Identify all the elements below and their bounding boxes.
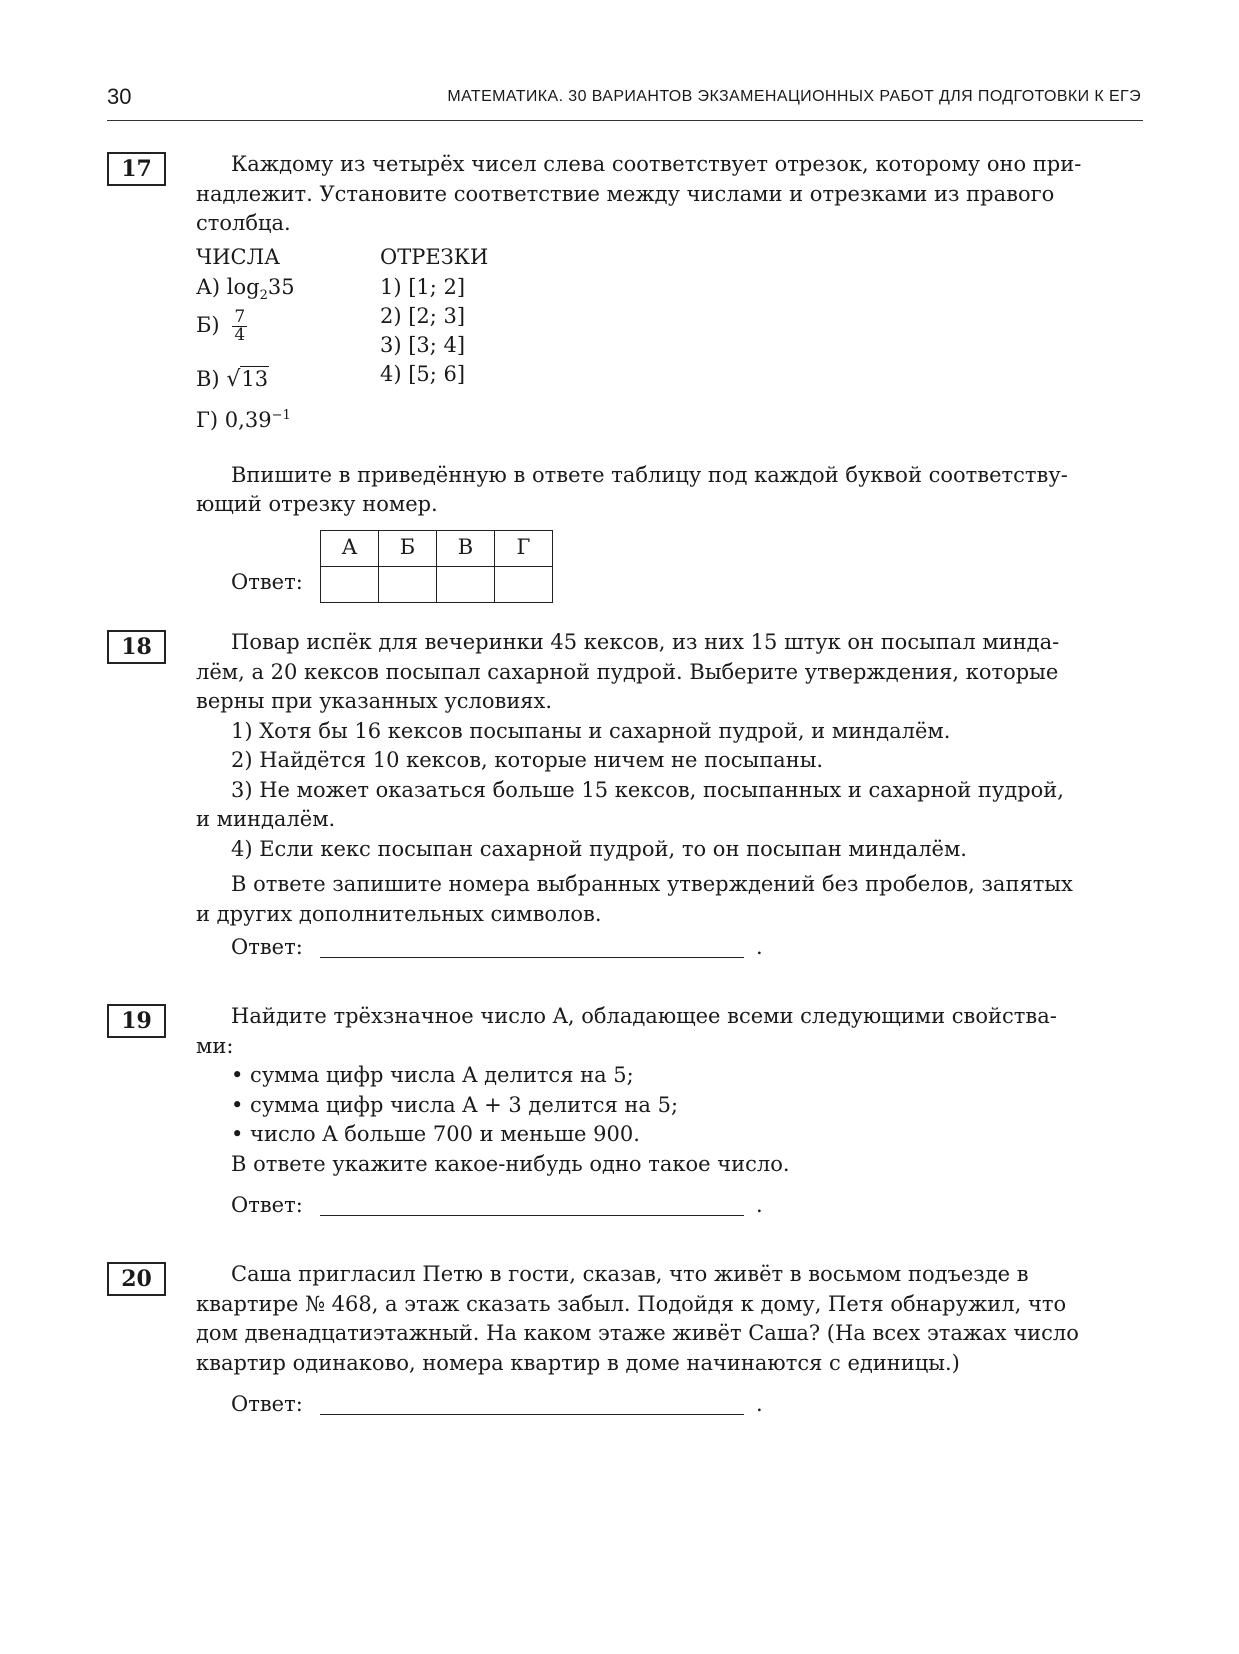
answer-table bbox=[320, 530, 553, 603]
segments-header: ОТРЕЗКИ bbox=[380, 244, 489, 269]
task-text-line: столбца. bbox=[196, 211, 291, 235]
number-item-v bbox=[196, 365, 269, 395]
segment-item: 2) [2; 3] bbox=[380, 303, 466, 328]
page-header bbox=[107, 78, 1143, 121]
fraction bbox=[232, 306, 247, 345]
property-bullet: • число A больше 700 и меньше 900. bbox=[231, 1122, 640, 1146]
task-text-line: ющий отрезку номер. bbox=[196, 492, 438, 516]
task-text-line: Повар испёк для вечеринки 45 кексов, из них 15 штук он посыпал минда- bbox=[231, 630, 1060, 654]
number-item-a bbox=[196, 273, 295, 311]
table-header-cell: А bbox=[321, 530, 379, 566]
answer-line bbox=[196, 933, 1143, 965]
task-text-line: верны при указанных условиях. bbox=[196, 689, 553, 713]
task-text-line: надлежит. Установите соответствие между числами и отрезками из правого bbox=[196, 181, 1055, 206]
task-text-line: Найдите трёхзначное число A, обладающее всеми следующими свойства- bbox=[231, 1004, 1057, 1028]
task-body bbox=[196, 1260, 1143, 1422]
task-19 bbox=[107, 1002, 1143, 1222]
answer-period: . bbox=[756, 1193, 763, 1217]
number-item-b bbox=[196, 306, 247, 345]
table-header-cell: Г bbox=[495, 530, 553, 566]
task-number-box: 18 bbox=[107, 630, 166, 664]
task-number-box: 20 bbox=[107, 1262, 166, 1296]
task-text-line: ми: bbox=[196, 1033, 234, 1058]
task-text-line: лём, а 20 кексов посыпал сахарной пудрой. Выберите утверждения, которые bbox=[196, 659, 1059, 684]
task-text-line: Впишите в приведённую в ответе таблицу под каждой буквой соответству- bbox=[231, 462, 1068, 487]
task-text-line: В ответе запишите номера выбранных утверждений без пробелов, запятых bbox=[231, 872, 1073, 896]
task-text-line: Саша пригласил Петю в гости, сказав, что живёт в восьмом подъезде в bbox=[231, 1262, 1029, 1286]
task-body bbox=[196, 150, 1143, 609]
item-label: В) bbox=[196, 366, 220, 391]
item-label: А) bbox=[196, 274, 221, 299]
answer-input-line[interactable] bbox=[320, 1215, 744, 1216]
statement-option-continued: и миндалём. bbox=[196, 807, 336, 831]
segment-item: 3) [3; 4] bbox=[380, 332, 466, 357]
item-label: Б) bbox=[196, 312, 220, 337]
matching-columns bbox=[196, 243, 1143, 443]
task-text-line: дом двенадцатиэтажный. На каком этаже живёт Саша? (На всех этажах число bbox=[196, 1321, 1079, 1345]
task-text-line: Каждому из четырёх чисел слева соответствует отрезок, которому оно при- bbox=[231, 152, 1082, 176]
property-bullet: • сумма цифр числа A + 3 делится на 5; bbox=[231, 1092, 679, 1117]
task-text-line: В ответе укажите какое-нибудь одно такое число. bbox=[231, 1151, 790, 1176]
numbers-header: ЧИСЛА bbox=[196, 244, 281, 269]
statement-option: 2) Найдётся 10 кексов, которые ничем не посыпаны. bbox=[231, 748, 824, 772]
item-label: Г) bbox=[196, 407, 219, 432]
answer-label: Ответ: bbox=[231, 1193, 303, 1217]
answer-label: Ответ: bbox=[231, 569, 303, 594]
task-20 bbox=[107, 1260, 1143, 1430]
task-number-box: 17 bbox=[107, 152, 166, 186]
statement-option: 4) Если кекс посыпан сахарной пудрой, то он посыпан миндалём. bbox=[231, 836, 967, 861]
answer-input-line[interactable] bbox=[320, 1414, 744, 1415]
segment-item: 1) [1; 2] bbox=[380, 274, 466, 299]
answer-cell[interactable] bbox=[437, 566, 495, 602]
number-item-g bbox=[196, 401, 291, 436]
task-text-line: квартире № 468, а этаж сказать забыл. Подойдя к дому, Петя обнаружил, что bbox=[196, 1291, 1067, 1316]
task-body bbox=[196, 1002, 1143, 1223]
power-base: 0,39 bbox=[224, 407, 272, 432]
answer-cell[interactable] bbox=[321, 566, 379, 602]
task-17 bbox=[107, 150, 1143, 610]
statement-option: 3) Не может оказаться больше 15 кексов, посыпанных и сахарной пудрой, bbox=[231, 777, 1064, 802]
answer-line bbox=[196, 1191, 1143, 1223]
property-bullet: • сумма цифр числа A делится на 5; bbox=[231, 1063, 634, 1087]
page-number: 30 bbox=[107, 84, 132, 109]
answer-table-block bbox=[196, 524, 1143, 609]
task-number-box: 19 bbox=[107, 1004, 166, 1038]
answer-label: Ответ: bbox=[231, 935, 303, 959]
table-header-cell: В bbox=[437, 530, 495, 566]
table-header-cell: Б bbox=[379, 530, 437, 566]
answer-input-line[interactable] bbox=[320, 957, 744, 958]
answer-period: . bbox=[756, 935, 763, 959]
answer-label: Ответ: bbox=[231, 1392, 303, 1416]
sqrt-sign: √ bbox=[226, 366, 241, 392]
answer-cell[interactable] bbox=[495, 566, 553, 602]
log-text: log bbox=[226, 274, 260, 299]
task-text-line: квартир одинаково, номера квартир в доме начинаются с единицы.) bbox=[196, 1350, 960, 1375]
answer-cell[interactable] bbox=[379, 566, 437, 602]
segment-item: 4) [5; 6] bbox=[380, 361, 466, 386]
sqrt-arg: 13 bbox=[241, 366, 269, 391]
fraction-numerator: 7 bbox=[234, 306, 246, 327]
task-body bbox=[196, 628, 1143, 965]
answer-line bbox=[196, 1390, 1143, 1422]
statement-option: 1) Хотя бы 16 кексов посыпаны и сахарной пудрой, и миндалём. bbox=[231, 718, 951, 743]
answer-period: . bbox=[756, 1392, 763, 1416]
fraction-denominator: 4 bbox=[234, 324, 246, 345]
task-text-line: и других дополнительных символов. bbox=[196, 901, 602, 926]
power-exponent: −1 bbox=[271, 407, 291, 423]
log-arg: 35 bbox=[267, 274, 295, 299]
log-base: 2 bbox=[259, 287, 268, 303]
task-18 bbox=[107, 628, 1143, 958]
book-title: МАТЕМАТИКА. 30 ВАРИАНТОВ ЭКЗАМЕНАЦИОННЫХ РАБОТ ДЛЯ ПОДГОТОВКИ К ЕГЭ bbox=[447, 88, 1141, 105]
